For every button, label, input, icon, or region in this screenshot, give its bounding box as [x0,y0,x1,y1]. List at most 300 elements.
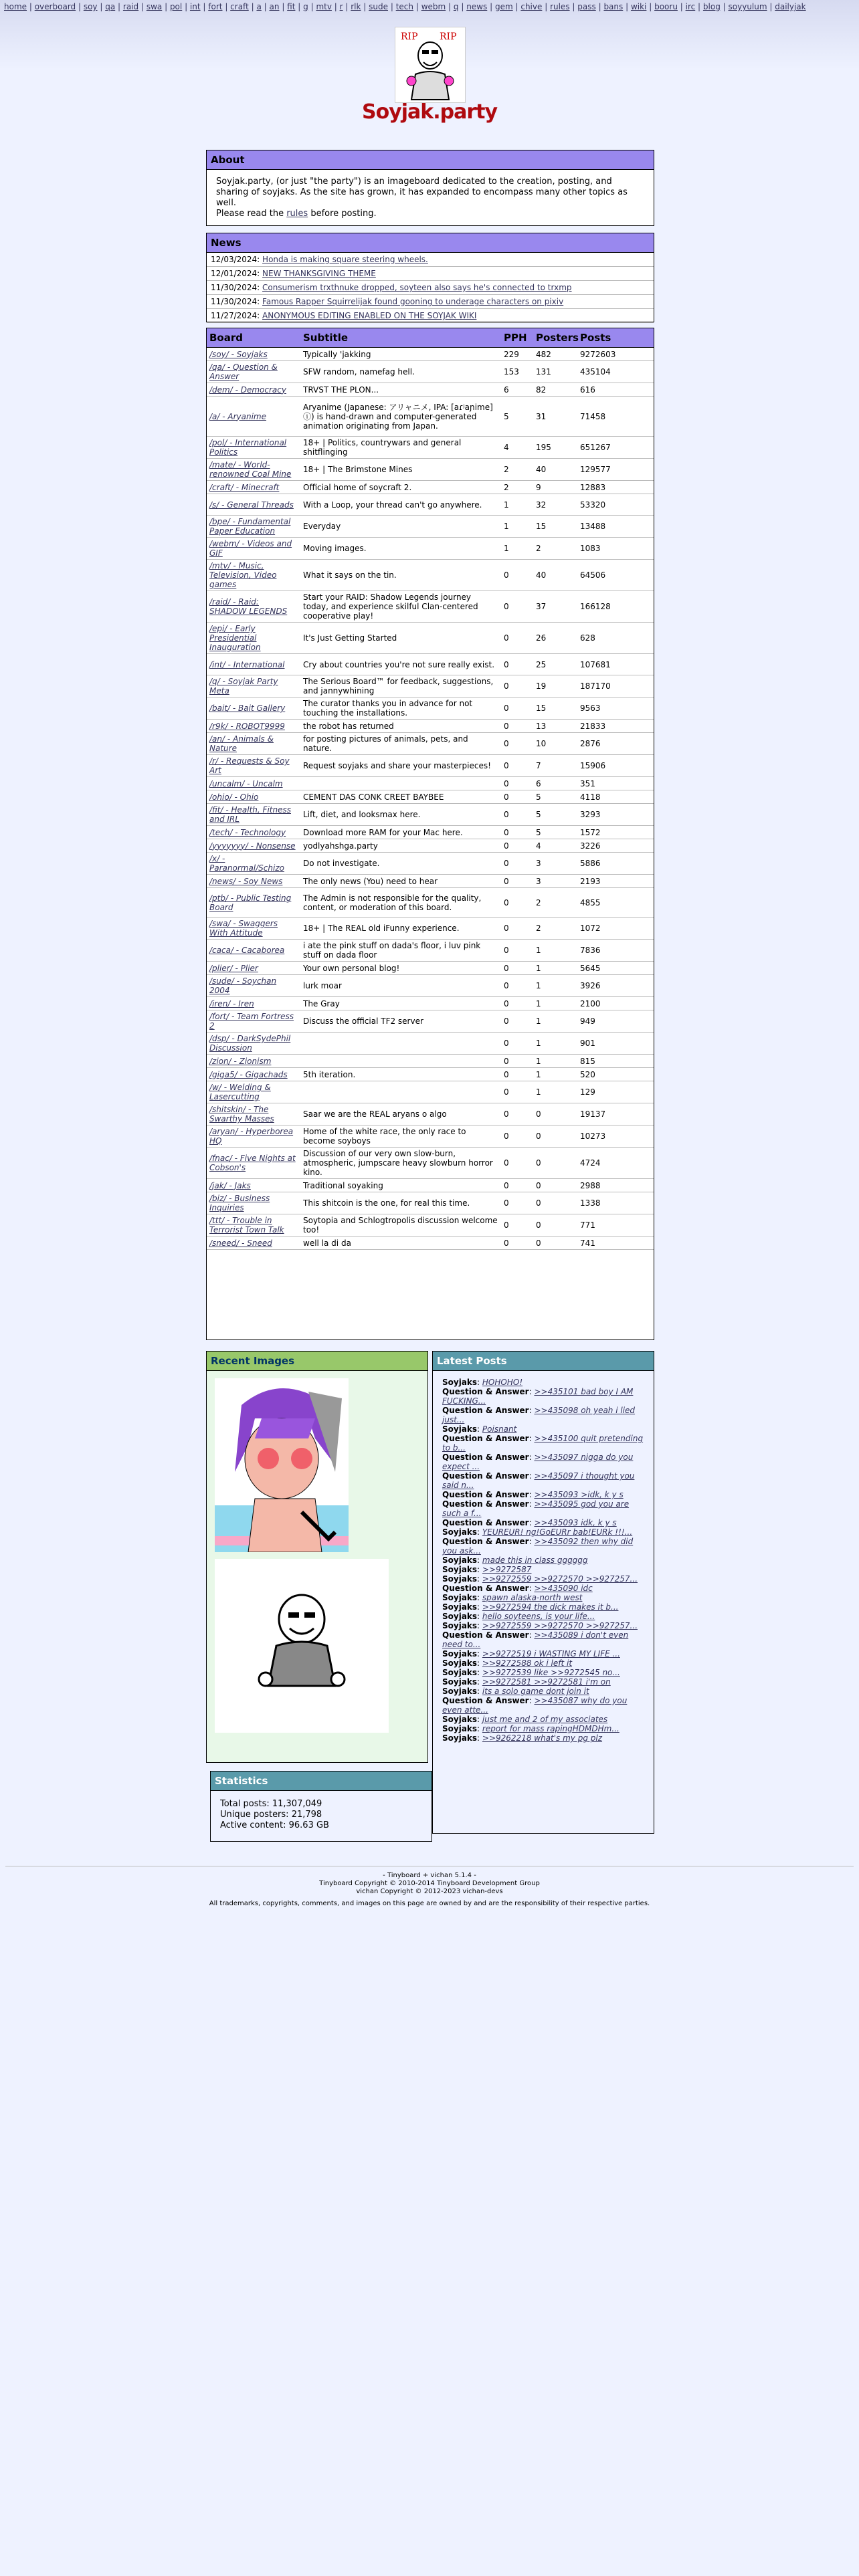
latest-post-link[interactable]: >>435095 god you are such a f... [442,1499,630,1518]
latest-post-item: Soyjaks: >>9272519 i WASTING MY LIFE ... [442,1649,620,1658]
board-link[interactable]: /swa/ - Swaggers With Attitude [209,919,278,938]
nav-link-dailyjak[interactable]: dailyjak [775,2,806,11]
board-subtitle: What it says on the tin. [300,560,501,591]
board-pph: 153 [501,361,533,383]
board-pph: 1 [501,538,533,560]
board-table [207,328,654,1250]
board-posts: 741 [577,1237,654,1250]
board-posters: 1 [533,962,577,975]
nav-link-craft[interactable]: craft [230,2,249,11]
nav-link-chive[interactable]: chive [520,2,543,11]
latest-post-board: Soyjaks [442,1593,478,1602]
board-pph: 0 [501,777,533,790]
nav-link-sude[interactable]: sude [369,2,389,11]
col-board: Board [207,328,300,348]
board-link[interactable]: /giga5/ - Gigachads [209,1069,288,1079]
latest-post-link[interactable]: >>9272559 >>9272570 >>927257... [482,1621,638,1630]
board-pph: 1 [501,516,533,538]
board-subtitle: for posting pictures of animals, pets, and nature. [300,733,501,755]
board-posters: 3 [533,853,577,875]
board-link[interactable]: /fit/ - Health, Fitness and IRL [209,805,291,824]
latest-post-board: Question & Answer [442,1499,529,1509]
statistics-box [210,1771,432,1842]
board-pph: 0 [501,591,533,623]
board-row [207,516,654,538]
board-subtitle: 18+ | Politics, countrywars and general shitflinging [300,437,501,459]
rules-post-text: before posting. [310,209,377,219]
board-name-cell [207,826,300,839]
board-pph: 2 [501,481,533,494]
latest-post-item: Soyjaks: >>9272594 the dick makes it b... [442,1602,619,1612]
board-posts: 71458 [577,397,654,437]
board-link[interactable]: /ptb/ - Public Testing Board [209,893,292,912]
nav-link-swa[interactable]: swa [146,2,163,11]
nav-link-news[interactable]: news [466,2,488,11]
board-name-cell [207,481,300,494]
board-link[interactable]: /aryan/ - Hyperborea HQ [209,1127,294,1146]
nav-link-gem[interactable]: gem [494,2,513,11]
board-posts: 4724 [577,1148,654,1179]
latest-posts-list [433,1371,654,1749]
latest-post-item: Question & Answer: >>435100 quit pretending to b... [442,1434,644,1453]
latest-post-board: Question & Answer [442,1490,529,1499]
board-link[interactable]: /r9k/ - ROBOT9999 [209,721,285,731]
board-posters: 195 [533,437,577,459]
board-name-cell [207,918,300,940]
board-link[interactable]: /news/ - Soy News [209,876,283,886]
board-link[interactable]: /tech/ - Technology [209,827,286,837]
latest-post-link[interactable]: >>9272559 >>9272570 >>927257... [482,1574,638,1584]
board-row [207,1103,654,1125]
latest-post-item: Question & Answer: >>435093 idk, k y s [442,1518,617,1527]
latest-post-link[interactable]: >>435089 i don't even need to... [442,1630,629,1649]
board-posters: 15 [533,516,577,538]
nav-link-soyyulum[interactable]: soyyulum [728,2,767,11]
board-name-cell [207,853,300,875]
latest-post-link[interactable]: >>435101 bad boy I AM FUCKING... [442,1387,634,1406]
board-link[interactable]: /sude/ - Soychan 2004 [209,976,277,995]
board-posts: 3293 [577,804,654,826]
board-row [207,1068,654,1081]
board-link[interactable]: /bait/ - Bait Gallery [209,704,286,713]
board-link[interactable]: /mtv/ - Music, Television, Video games [209,561,277,589]
nav-link-pass[interactable]: pass [577,2,596,11]
latest-post-link[interactable]: just me and 2 of my associates [482,1715,608,1724]
nav-link-irc[interactable]: irc [685,2,696,11]
board-subtitle: SFW random, namefag hell. [300,361,501,383]
nav-link-webm[interactable]: webm [421,2,446,11]
news-date: 12/01/2024: [211,269,260,278]
board-subtitle: It's Just Getting Started [300,623,501,654]
board-posters: 482 [533,348,577,361]
board-name-cell [207,383,300,397]
board-posts: 7836 [577,940,654,962]
board-posts: 129 [577,1081,654,1103]
board-name-cell [207,997,300,1010]
board-name-cell [207,1055,300,1068]
news-item [207,267,654,281]
latest-post-link[interactable]: >>435090 idc [534,1584,593,1593]
board-subtitle: well la di da [300,1237,501,1250]
board-posts: 9563 [577,697,654,720]
news-box [206,233,654,322]
nav-link-rules[interactable]: rules [550,2,570,11]
latest-post-item: Question & Answer: >>435093 >idk, k y s [442,1490,624,1499]
board-row [207,790,654,804]
board-row [207,1055,654,1068]
board-name-cell [207,1148,300,1179]
board-row [207,1214,654,1237]
news-link[interactable]: Consumerism trxthnuke dropped, soyteen also says he's connected to trxmp [262,283,572,292]
board-link[interactable]: /biz/ - Business Inquiries [209,1194,270,1212]
board-link[interactable]: /an/ - Animals & Nature [209,734,274,753]
board-link[interactable]: /craft/ - Minecraft [209,482,280,492]
nav-link-overboard[interactable]: overboard [34,2,76,11]
board-subtitle: 18+ | The Brimstone Mines [300,459,501,481]
board-link[interactable]: /caca/ - Cacaborea [209,946,285,955]
board-name-cell [207,804,300,826]
latest-post-link[interactable]: >>435100 quit pretending to b... [442,1434,644,1453]
nav-link-blog[interactable]: blog [702,2,721,11]
board-link[interactable]: /s/ - General Threads [209,500,294,510]
board-link[interactable]: /webm/ - Videos and GIF [209,539,292,558]
board-posters: 7 [533,755,577,777]
board-link[interactable]: /w/ - Welding & Lasercutting [209,1083,271,1101]
latest-post-board: Soyjaks [442,1527,478,1537]
board-link[interactable]: /a/ - Aryanime [209,411,267,421]
board-row [207,918,654,940]
board-subtitle: Traditional soyaking [300,1179,501,1192]
recent-images-box [206,1351,428,1763]
board-posts: 651267 [577,437,654,459]
board-posters: 0 [533,1103,577,1125]
board-posters: 0 [533,1214,577,1237]
latest-post-link[interactable]: >>9272519 i WASTING MY LIFE ... [482,1649,620,1658]
board-posts: 187170 [577,675,654,697]
latest-post-link[interactable]: >>435087 why do you even atte... [442,1696,628,1715]
nav-link-soy[interactable]: soy [83,2,98,11]
board-posts: 815 [577,1055,654,1068]
latest-posts-heading: Latest Posts [433,1352,654,1371]
nav-link-booru[interactable]: booru [654,2,678,11]
latest-post-link[interactable]: its a solo game dont join it [482,1687,589,1696]
nav-link-qa[interactable]: qa [105,2,116,11]
board-posts: 520 [577,1068,654,1081]
nav-link-bans[interactable]: bans [603,2,624,11]
board-row [207,697,654,720]
board-link[interactable]: /zion/ - Zionism [209,1056,272,1066]
board-posters: 25 [533,654,577,675]
board-subtitle: TRVST THE PLON... [300,383,501,397]
board-pph: 0 [501,962,533,975]
board-link[interactable]: /raid/ - Raid: SHADOW LEGENDS [209,597,288,616]
board-pph: 0 [501,853,533,875]
board-row [207,875,654,888]
board-pph: 0 [501,1010,533,1033]
board-link[interactable]: /uncalm/ - Uncalm [209,778,283,788]
nav-link-q[interactable]: q [453,2,459,11]
latest-post-item: Soyjaks: >>9272559 >>9272570 >>927257... [442,1574,638,1584]
board-posters: 1 [533,1033,577,1055]
nav-link-int[interactable]: int [189,2,201,11]
about-heading: About [207,150,654,170]
board-subtitle: Moving images. [300,538,501,560]
board-link[interactable]: /ttt/ - Trouble in Terrorist Town Talk [209,1216,284,1235]
latest-post-link[interactable]: >>435097 i thought you said n... [442,1471,635,1490]
board-pph: 0 [501,697,533,720]
latest-post-link[interactable]: >>435093 >idk, k y s [534,1490,624,1499]
board-name-cell [207,348,300,361]
nav-link-raid[interactable]: raid [122,2,139,11]
board-name-cell [207,839,300,853]
board-row [207,459,654,481]
board-name-cell [207,1010,300,1033]
board-subtitle: CEMENT DAS CONK CREET BAYBEE [300,790,501,804]
board-name-cell [207,397,300,437]
board-posters: 15 [533,697,577,720]
board-name-cell [207,1033,300,1055]
nav-link-tech[interactable]: tech [395,2,413,11]
board-subtitle: Do not investigate. [300,853,501,875]
latest-post-item: Soyjaks: its a solo game dont join it [442,1687,589,1696]
board-posters: 10 [533,733,577,755]
board-posters: 1 [533,1081,577,1103]
news-link[interactable]: Famous Rapper Squirrelijak found gooning to underage characters on pixiv [262,297,564,306]
board-link[interactable]: /jak/ - Jaks [209,1180,251,1190]
latest-post-board: Question & Answer [442,1406,529,1415]
board-subtitle: lurk moar [300,975,501,997]
latest-post-item: Soyjaks: spawn alaska-north west [442,1593,583,1602]
board-posters: 9 [533,481,577,494]
board-pph: 0 [501,1125,533,1148]
board-pph: 0 [501,654,533,675]
board-name-cell [207,975,300,997]
board-pph: 6 [501,383,533,397]
board-subtitle: 18+ | The REAL old iFunny experience. [300,918,501,940]
board-link[interactable]: /bpe/ - Fundamental Paper Education [209,517,291,536]
active-content: Active content: 96.63 GB [220,1820,329,1830]
board-subtitle: Home of the white race, the only race to become soyboys [300,1125,501,1148]
board-subtitle: 5th iteration. [300,1068,501,1081]
latest-post-link[interactable]: >>435097 nigga do you expect ... [442,1453,634,1471]
latest-post-link[interactable]: report for mass rapingHDMDHm... [482,1724,619,1733]
board-name-cell [207,888,300,918]
board-link[interactable]: /pol/ - International Politics [209,438,287,457]
board-pph: 4 [501,437,533,459]
board-link[interactable]: /dem/ - Democracy [209,385,286,395]
board-link[interactable]: /yyyyyyy/ - Nonsense [209,841,296,851]
recent-image-2[interactable] [215,1559,389,1733]
board-row [207,1192,654,1214]
board-row [207,361,654,383]
board-posters: 4 [533,839,577,853]
latest-post-item: Soyjaks: >>9272581 >>9272581 i'm on [442,1677,611,1687]
board-posts: 21833 [577,720,654,733]
board-posts: 1072 [577,918,654,940]
board-pph: 0 [501,733,533,755]
latest-post-item: Soyjaks: HOHOHO! [442,1378,523,1387]
board-row [207,494,654,516]
latest-post-link[interactable]: YEUREUR! ng!GoEURr bab!EURk !!!... [482,1527,633,1537]
board-pph: 0 [501,1148,533,1179]
latest-post-board: Soyjaks [442,1555,478,1565]
board-row [207,383,654,397]
latest-post-board: Soyjaks [442,1658,478,1668]
board-subtitle: Download more RAM for your Mac here. [300,826,501,839]
board-posters: 31 [533,397,577,437]
board-posts: 435104 [577,361,654,383]
board-posts: 2876 [577,733,654,755]
board-link[interactable]: /qa/ - Question & Answer [209,362,278,381]
board-posts: 949 [577,1010,654,1033]
board-posts: 1572 [577,826,654,839]
board-name-cell [207,1237,300,1250]
news-link[interactable]: Honda is making square steering wheels. [262,255,428,264]
nav-link-fit[interactable]: fit [287,2,296,11]
latest-post-board: Question & Answer [442,1518,529,1527]
board-name-cell [207,560,300,591]
board-name-cell [207,494,300,516]
board-link[interactable]: /fort/ - Team Fortress 2 [209,1012,294,1031]
latest-post-link[interactable]: >>9262218 what's my pg plz [482,1733,603,1743]
board-subtitle: Discuss the official TF2 server [300,1010,501,1033]
board-posts: 53320 [577,494,654,516]
board-link[interactable]: /x/ - Paranormal/Schizo [209,854,284,873]
board-pph: 0 [501,997,533,1010]
nav-link-pol[interactable]: pol [169,2,183,11]
latest-post-link[interactable]: >>435098 oh yeah i lied just... [442,1406,636,1424]
board-row [207,804,654,826]
latest-post-board: Soyjaks [442,1733,478,1743]
latest-post-item: Soyjaks: >>9272587 [442,1565,532,1574]
latest-post-board: Question & Answer [442,1387,529,1396]
board-row [207,720,654,733]
board-posters: 2 [533,918,577,940]
board-link[interactable]: /plier/ - Plier [209,963,258,973]
latest-post-link[interactable]: spawn alaska-north west [482,1593,583,1602]
news-link[interactable]: ANONYMOUS EDITING ENABLED ON THE SOYJAK WIKI [262,311,477,320]
latest-post-link[interactable]: >>435093 idk, k y s [534,1518,617,1527]
nav-link-fort[interactable]: fort [208,2,223,11]
latest-post-link[interactable]: Poisnant [482,1424,517,1434]
recent-image-1[interactable] [215,1378,349,1552]
board-row [207,1237,654,1250]
latest-post-link[interactable]: >>9272539 like >>9272545 no... [482,1668,620,1677]
latest-post-link[interactable]: >>9272581 >>9272581 i'm on [482,1677,611,1687]
latest-post-board: Soyjaks [442,1668,478,1677]
board-posters: 1 [533,1055,577,1068]
latest-post-board: Soyjaks [442,1677,478,1687]
board-link[interactable]: /iren/ - Iren [209,998,254,1008]
board-link[interactable]: /int/ - International [209,659,285,669]
latest-post-item: Soyjaks: made this in class gggggg [442,1555,588,1565]
latest-post-link[interactable]: made this in class gggggg [482,1555,588,1565]
board-posts: 2193 [577,875,654,888]
board-list-box [206,328,654,1340]
board-row [207,397,654,437]
news-date: 12/03/2024: [211,255,260,264]
board-posters: 2 [533,888,577,918]
board-link[interactable]: /r/ - Requests & Soy Art [209,756,290,775]
nav-link-a[interactable]: a [256,2,262,11]
board-posters: 5 [533,804,577,826]
board-link[interactable]: /fnac/ - Five Nights at Cobson's [209,1154,296,1172]
latest-post-link[interactable]: >>9272588 ok i left it [482,1658,573,1668]
board-link[interactable]: /epi/ - Early Presidential Inauguration [209,624,261,652]
board-posts: 107681 [577,654,654,675]
news-link[interactable]: NEW THANKSGIVING THEME [262,269,376,278]
nav-link-home[interactable]: home [4,2,27,11]
nav-link-an[interactable]: an [269,2,280,11]
latest-post-board: Soyjaks [442,1565,478,1574]
nav-link-g[interactable]: g [303,2,308,11]
latest-post-link[interactable]: >>9272594 the dick makes it b... [482,1602,619,1612]
board-row [207,997,654,1010]
latest-post-link[interactable]: >>435092 then why did you ask... [442,1537,634,1555]
latest-post-board: Soyjaks [442,1649,478,1658]
board-posters: 1 [533,940,577,962]
board-link[interactable]: /ohio/ - Ohio [209,792,259,802]
board-pph: 0 [501,918,533,940]
board-posters: 0 [533,1179,577,1192]
latest-post-link[interactable]: >>9272587 [482,1565,532,1574]
board-link[interactable]: /q/ - Soyjak Party Meta [209,677,278,695]
nav-link-mtv[interactable]: mtv [316,2,332,11]
board-posters: 0 [533,1148,577,1179]
board-name-cell [207,1081,300,1103]
board-subtitle [300,777,501,790]
board-row [207,1010,654,1033]
board-row [207,623,654,654]
latest-post-link[interactable]: hello soyteens, is your life... [482,1612,595,1621]
latest-post-link[interactable]: HOHOHO! [482,1378,523,1387]
board-name-cell [207,962,300,975]
board-posts: 5645 [577,962,654,975]
board-name-cell [207,1214,300,1237]
board-link[interactable]: /sneed/ - Sneed [209,1238,272,1248]
board-link[interactable]: /soy/ - Soyjaks [209,349,268,359]
board-posts: 628 [577,623,654,654]
nav-link-rlk[interactable]: rlk [351,2,361,11]
board-subtitle [300,1055,501,1068]
board-posters: 131 [533,361,577,383]
board-subtitle: The Admin is not responsible for the quality, content, or moderation of this board. [300,888,501,918]
board-subtitle: Aryanime (Japanese: アリャニメ, IPA: [aɾʲaɲime] ⓘ) is hand-drawn and computer-generated animation originating from Japan. [300,397,501,437]
board-subtitle: Official home of soycraft 2. [300,481,501,494]
nav-link-wiki[interactable]: wiki [630,2,647,11]
board-posters: 1 [533,975,577,997]
board-name-cell [207,459,300,481]
board-link[interactable]: /mate/ - World-renowned Coal Mine [209,460,292,479]
rules-link[interactable]: rules [286,209,308,219]
latest-post-item: Soyjaks: just me and 2 of my associates [442,1715,608,1724]
board-link[interactable]: /dsp/ - DarkSydePhil Discussion [209,1034,291,1053]
board-row [207,560,654,591]
board-link[interactable]: /shitskin/ - The Swarthy Masses [209,1105,274,1123]
board-posts: 2100 [577,997,654,1010]
board-subtitle: The curator thanks you in advance for not touching the installations. [300,697,501,720]
board-row [207,675,654,697]
board-pph: 0 [501,804,533,826]
board-row [207,1148,654,1179]
board-subtitle: Everyday [300,516,501,538]
about-text: Soyjak.party, (or just "the party") is an imageboard dedicated to the creation, posting, and sharing of soyjaks. As the site has grown, it has expanded to encompass many other topics as well. [216,177,628,208]
board-row [207,733,654,755]
latest-post-item: Question & Answer: >>435092 then why did you ask... [442,1537,634,1555]
board-row [207,481,654,494]
board-pph: 0 [501,1192,533,1214]
nav-link-r[interactable]: r [339,2,343,11]
